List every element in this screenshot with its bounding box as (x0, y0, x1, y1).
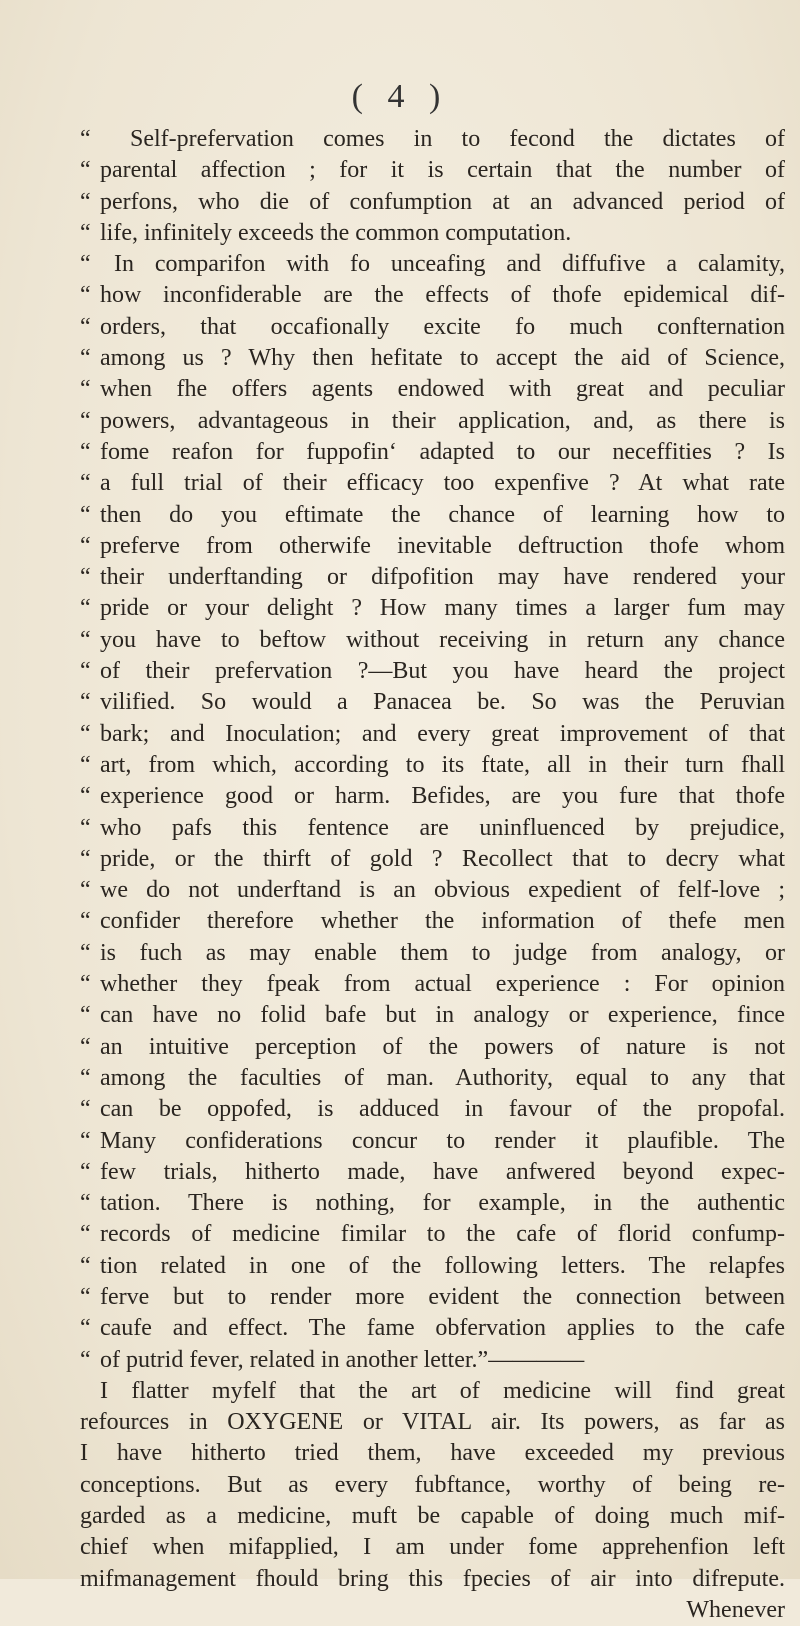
text-line: “ ferve but to render more evident the connection between (80, 1282, 785, 1313)
text-line: mifmanagement fhould bring this fpecies of air into difrepute. (80, 1565, 785, 1592)
text-line: “ In comparifon with fo unceafing and diffufive a calamity, (80, 249, 785, 280)
text-line: “ preferve from otherwife inevitable deftruction thofe whom (80, 531, 785, 562)
text-line: chief when mifapplied, I am under fome apprehenfion left (80, 1534, 785, 1561)
text-line: “ of putrid fever, related in another letter.”———— (80, 1345, 785, 1376)
text-line: “ how inconfiderable are the effects of thofe epidemical dif- (80, 280, 785, 311)
text-line: “ tation. There is nothing, for example, in the authentic (80, 1188, 785, 1219)
text-line: “ tion related in one of the following letters. The relapfes (80, 1251, 785, 1282)
text-line: I flatter myfelf that the art of medicine will find great (100, 1377, 785, 1404)
text-line: “ we do not underftand is an obvious expedient of felf-love ; (80, 875, 785, 906)
text-line: “ of their prefervation ?—But you have heard the project (80, 656, 785, 687)
text-line: “ among us ? Why then hefitate to accept the aid of Science, (80, 343, 785, 374)
text-line: “ then do you eftimate the chance of learning how to (80, 500, 785, 531)
text-line: “ who pafs this fentence are uninfluenced by prejudice, (80, 813, 785, 844)
catchword: Whenever (686, 1596, 785, 1623)
text-line: “ Many confiderations concur to render it plaufible. The (80, 1126, 785, 1157)
text-line: “ their underftanding or difpofition may have rendered your (80, 562, 785, 593)
text-line: “ whether they fpeak from actual experience : For opinion (80, 969, 785, 1000)
text-line: “ can have no folid bafe but in analogy or experience, fince (80, 1000, 785, 1031)
text-line: “ can be oppofed, is adduced in favour of the propofal. (80, 1094, 785, 1125)
page-number: ( 4 ) (351, 78, 449, 115)
text-line: “ powers, advantageous in their application, and, as there is (80, 406, 785, 437)
text-line: “ you have to beftow without receiving in return any chance (80, 625, 785, 656)
text-line: I have hitherto tried them, have exceeded my previous (80, 1440, 785, 1467)
text-line: “ pride or your delight ? How many times a larger fum may (80, 593, 785, 624)
text-line: “ is fuch as may enable them to judge from analogy, or (80, 938, 785, 969)
text-line: “ Self-prefervation comes in to fecond the dictates of (80, 124, 785, 155)
text-line: “ an intuitive perception of the powers of nature is not (80, 1032, 785, 1063)
text-line: “ art, from which, according to its ftate, all in their turn fhall (80, 750, 785, 781)
text-line: “ caufe and effect. The fame obfervation applies to the cafe (80, 1313, 785, 1344)
text-line: “ pride, or the thirft of gold ? Recollect that to decry what (80, 844, 785, 875)
text-line: “ bark; and Inoculation; and every great improvement of that (80, 719, 785, 750)
text-line: “ parental affection ; for it is certain that the number of (80, 155, 785, 186)
text-line: conceptions. But as every fubftance, worthy of being re- (80, 1471, 785, 1498)
text-line: “ among the faculties of man. Authority, equal to any that (80, 1063, 785, 1094)
text-line: “ a full trial of their efficacy too expenfive ? At what rate (80, 468, 785, 499)
text-line: “ orders, that occafionally excite fo much confternation (80, 312, 785, 343)
text-line: “ few trials, hitherto made, have anfwered beyond expec- (80, 1157, 785, 1188)
text-line: “ when fhe offers agents endowed with great and peculiar (80, 374, 785, 405)
body-text (80, 124, 785, 1626)
text-line: “ life, infinitely exceeds the common computation. (80, 218, 785, 249)
text-line: “ vilified. So would a Panacea be. So was the Peruvian (80, 687, 785, 718)
text-line: refources in OXYGENE or VITAL air. Its powers, as far as (80, 1409, 785, 1436)
text-line: “ records of medicine fimilar to the cafe of florid confump- (80, 1219, 785, 1250)
text-line: “ experience good or harm. Befides, are you fure that thofe (80, 781, 785, 812)
text-line: “ perfons, who die of confumption at an advanced period of (80, 187, 785, 218)
text-line: “ confider therefore whether the information of thefe men (80, 906, 785, 937)
text-line: “ fome reafon for fuppofin‘ adapted to our neceffities ? Is (80, 437, 785, 468)
text-line: garded as a medicine, muft be capable of doing much mif- (80, 1503, 785, 1530)
